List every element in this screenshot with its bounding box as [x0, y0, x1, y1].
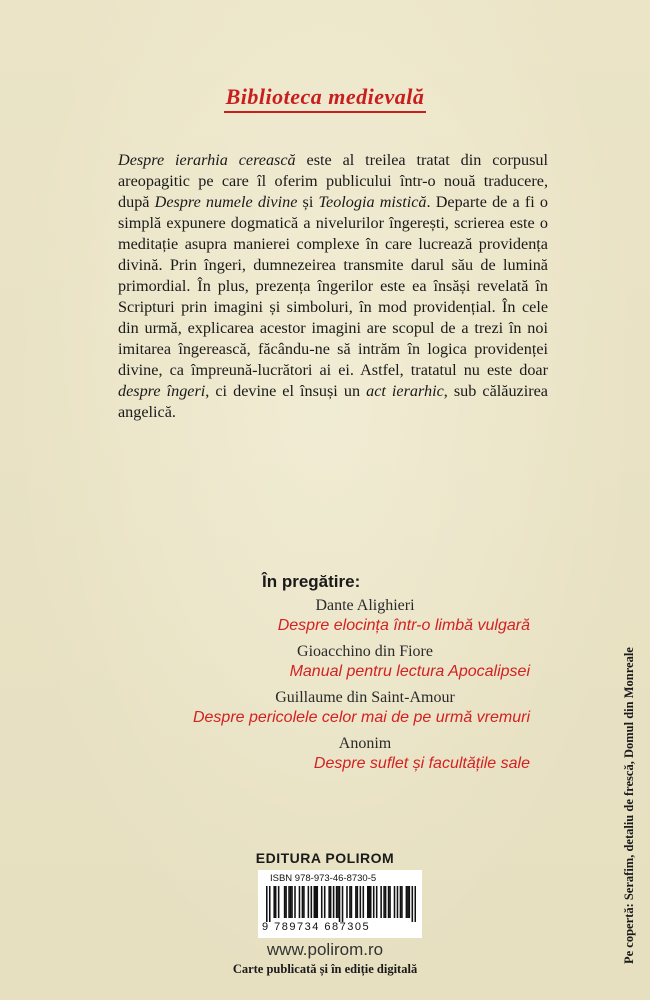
barcode	[258, 870, 422, 938]
list-item	[160, 642, 530, 682]
book-title: Despre pericolele celor mai de pe urmă vremuri	[192, 709, 530, 726]
blurb-italic-segment: despre îngeri	[118, 382, 206, 400]
blurb-segment: și	[297, 193, 319, 211]
series-title: Biblioteca medievală	[0, 84, 650, 110]
barcode-bar	[288, 886, 290, 918]
barcode-bar	[389, 886, 391, 918]
barcode-bar	[385, 886, 387, 918]
blurb-italic-segment: Teologia mistică	[318, 193, 427, 211]
barcode-bar	[321, 886, 323, 918]
barcode-bar	[285, 886, 287, 918]
isbn-label: ISBN 978-973-46-8730-5	[270, 873, 377, 884]
barcode-bar	[360, 886, 362, 918]
barcode-bar	[388, 886, 390, 918]
barcode-bar	[314, 886, 316, 918]
barcode-bar	[412, 886, 414, 922]
barcode-bar	[273, 886, 275, 918]
barcode-bar	[311, 886, 313, 918]
blurb-paragraph	[118, 150, 548, 423]
blurb-segment: , ci devine el însuși un	[205, 382, 367, 400]
blurb-segment: , sub călăuzirea angelică.	[118, 382, 548, 421]
in-preparation-list	[160, 572, 530, 780]
barcode-bar	[346, 886, 348, 918]
blurb-italic-segment: Despre ierarhia cerească	[118, 151, 296, 169]
blurb-text	[118, 150, 548, 423]
list-item	[160, 688, 530, 728]
barcode-bar	[284, 886, 286, 918]
barcode-bar	[394, 886, 396, 918]
barcode-bar	[357, 886, 359, 918]
list-item	[160, 734, 530, 774]
barcode-bar	[333, 886, 335, 918]
barcode-bar	[406, 886, 408, 918]
book-author: Anonim	[338, 735, 392, 752]
barcode-bar	[342, 886, 344, 922]
barcode-bar	[339, 886, 341, 922]
barcode-bar	[383, 886, 385, 918]
book-author: Dante Alighieri	[315, 597, 415, 614]
book-author: Guillaume din Saint-Amour	[275, 689, 455, 706]
barcode-bar	[370, 886, 372, 918]
barcode-bar	[415, 886, 416, 922]
barcode-bar	[367, 886, 369, 918]
barcode-bar	[363, 886, 365, 918]
barcode-bar	[349, 886, 351, 918]
barcode-bar	[401, 886, 403, 918]
barcode-bar	[380, 886, 382, 918]
barcode-bar	[294, 886, 296, 918]
barcode-bar	[278, 886, 280, 918]
barcode-bar	[317, 886, 319, 918]
barcode-bar	[299, 886, 301, 918]
book-title: Despre suflet și facultățile sale	[313, 755, 530, 772]
list-item	[160, 596, 530, 636]
barcode-bar	[337, 886, 339, 918]
book-author: Gioacchino din Fiore	[297, 643, 433, 660]
barcode-bar	[290, 886, 292, 918]
in-preparation-title: În pregătire:	[262, 572, 361, 591]
barcode-digits: 9 789734 687305	[262, 921, 371, 933]
barcode-bar	[302, 886, 304, 918]
book-title: Despre elocința într-o limbă vulgară	[277, 617, 530, 634]
barcode-bar	[368, 886, 370, 918]
publisher-name: EDITURA POLIROM	[255, 850, 395, 866]
barcode-bar	[355, 886, 357, 918]
cover-credit: Pe copertă: Serafim, detaliu de frescă, Domul din Monreale	[622, 647, 636, 964]
barcode-bar	[266, 886, 268, 922]
barcode-bar	[324, 886, 326, 918]
barcode-bar	[303, 886, 305, 918]
barcode-bar	[351, 886, 353, 918]
barcode-bar	[330, 886, 332, 918]
barcode-bar	[397, 886, 399, 918]
digital-edition-note: Carte publicată și în ediție digitală	[232, 962, 418, 976]
blurb-italic-segment: Despre numele divine	[154, 193, 298, 211]
barcode-bar	[269, 886, 271, 922]
barcode-bar	[328, 886, 330, 918]
barcode-bar	[336, 886, 338, 918]
publisher-website[interactable]: www.polirom.ro	[266, 940, 384, 959]
blurb-segment: . Departe de a fi o simplă expunere dogmatică a nivelurilor îngerești, scrierea este o meditație asupra manierei complexe în care lucrează providența divină. Prin îngeri, dumnezeirea transmite darul său de lumină primordial. În plus, prezența îngerilor este ea însăși revelată în Scripturi prin imagini și simboluri, în mod providențial. În cele din urmă, explicarea acestor imagini are scopul de a trezi în noi imitarea îngerească, făcându-ne să intrăm în logica providenței divine, ca împreună-lucrători ai ei. Astfel, tratatul nu este doar	[118, 193, 548, 379]
barcode-bar	[400, 886, 402, 918]
blurb-italic-segment: act ierarhic	[366, 382, 444, 400]
barcode-bar	[291, 886, 293, 918]
barcode-bar	[315, 886, 317, 918]
barcode-bar	[409, 886, 411, 918]
barcode-bar	[275, 886, 277, 918]
barcode-bar	[376, 886, 378, 918]
barcode-bar	[373, 886, 375, 918]
barcode-bars	[266, 886, 416, 922]
barcode-bar	[308, 886, 310, 918]
blurb-segment: este al treilea tratat din corpusul areopagitic pe care îl oferim publicului într-o nouă traducere, după	[118, 151, 548, 211]
barcode-bar	[407, 886, 409, 918]
book-title: Manual pentru lectura Apocalipsei	[289, 663, 530, 680]
